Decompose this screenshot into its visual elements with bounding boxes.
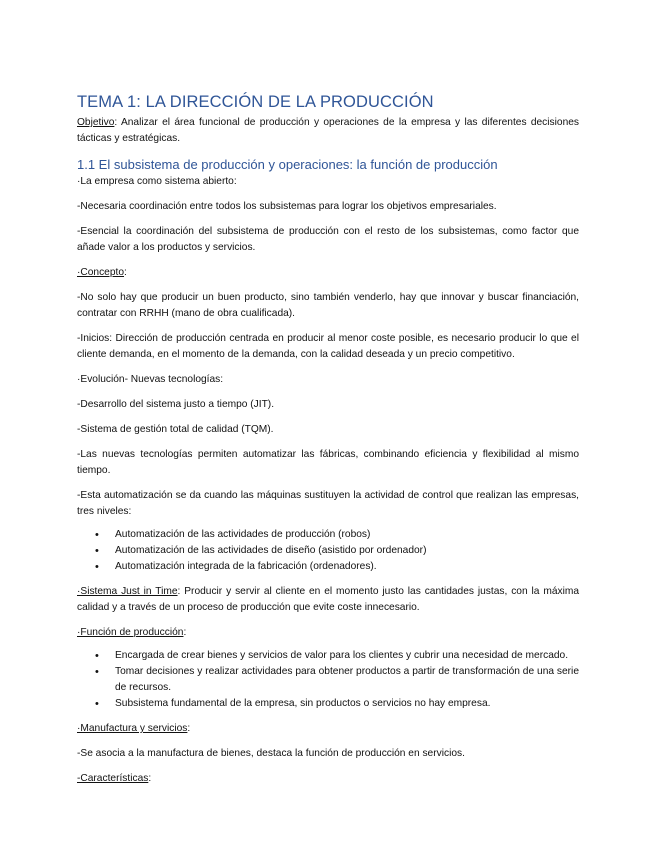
caracteristicas-heading [77,771,579,787]
concepto-colon: : [124,267,127,278]
caracteristicas-colon: : [148,773,152,784]
paragraph-automatizacion: -Esta automatización se da cuando las máquinas sustituyen la actividad de control que realizan las empresas, tres niveles: [77,490,579,517]
funcion-label: ·Función de producción [77,627,184,638]
paragraph-jit: -Desarrollo del sistema justo a tiempo (JIT). [77,399,275,410]
funcion-list [77,648,579,712]
paragraph-tqm: -Sistema de gestión total de calidad (TQM). [77,424,274,435]
objective-paragraph [77,115,579,147]
list-item: • Automatización de las actividades de diseño (asistido por ordenador) [115,543,579,559]
paragraph-empresa: ·La empresa como sistema abierto: [77,176,237,187]
document-title: TEMA 1: LA DIRECCIÓN DE LA PRODUCCIÓN [77,93,434,111]
concepto-label: ·Concepto [77,267,125,278]
manufactura-label: ·Manufactura y servicios [77,723,188,734]
paragraph-evolucion: ·Evolución- Nuevas tecnologías: [77,374,224,385]
list-item: • Subsistema fundamental de la empresa, sin productos o servicios no hay empresa. [115,696,579,712]
jit-text: : Producir y servir al cliente en el momento justo las cantidades justas, con la máxima calidad y a través de un proceso de producción que evite coste innecesario. [77,586,579,613]
paragraph-coordinacion: -Necesaria coordinación entre todos los subsistemas para lograr los objetivos empresariales. [77,201,497,212]
section-heading-1-1: 1.1 El subsistema de producción y operaciones: la función de producción [77,157,498,172]
niveles-list [77,527,579,575]
manufactura-heading [77,721,579,737]
paragraph-esencial: -Esencial la coordinación del subsistema de producción con el resto de los subsistemas, como factor que añade valor a los productos y servicios. [77,226,579,253]
caracteristicas-label: -Características [77,773,149,784]
paragraph-nuevas-tecnologias: -Las nuevas tecnologías permiten automatizar las fábricas, combinando eficiencia y flexibilidad al mismo tiempo. [77,449,579,476]
paragraph-manufactura: -Se asocia a la manufactura de bienes, destaca la función de producción en servicios. [77,748,465,759]
funcion-colon: : [183,627,187,638]
paragraph-nosolo: -No solo hay que producir un buen producto, sino también venderlo, hay que innovar y buscar financiación, contratar con RRHH (mano de obra cualificada). [77,292,579,319]
paragraph-inicios: -Inicios: Dirección de producción centrada en producir al menor coste posible, es necesario producir lo que el cliente demanda, en el momento de la demanda, con la calidad deseada y un precio competitivo. [77,333,579,360]
list-item: • Tomar decisiones y realizar actividades para obtener productos a partir de transformación de una serie de recursos. [115,664,579,696]
jit-label: ·Sistema Just in Time [77,586,178,597]
objective-text: : Analizar el área funcional de producción y operaciones de la empresa y las diferentes decisiones tácticas y estratégicas. [77,117,579,144]
concepto-heading [77,265,579,281]
objective-label: Objetivo [77,117,115,128]
list-item: • Automatización de las actividades de producción (robos) [115,527,579,543]
paragraph-just-in-time [77,584,579,616]
funcion-heading [77,625,579,641]
list-item: • Encargada de crear bienes y servicios de valor para los clientes y cubrir una necesidad de mercado. [115,648,579,664]
list-item: • Automatización integrada de la fabricación (ordenadores). [115,559,579,575]
manufactura-colon: : [187,723,191,734]
